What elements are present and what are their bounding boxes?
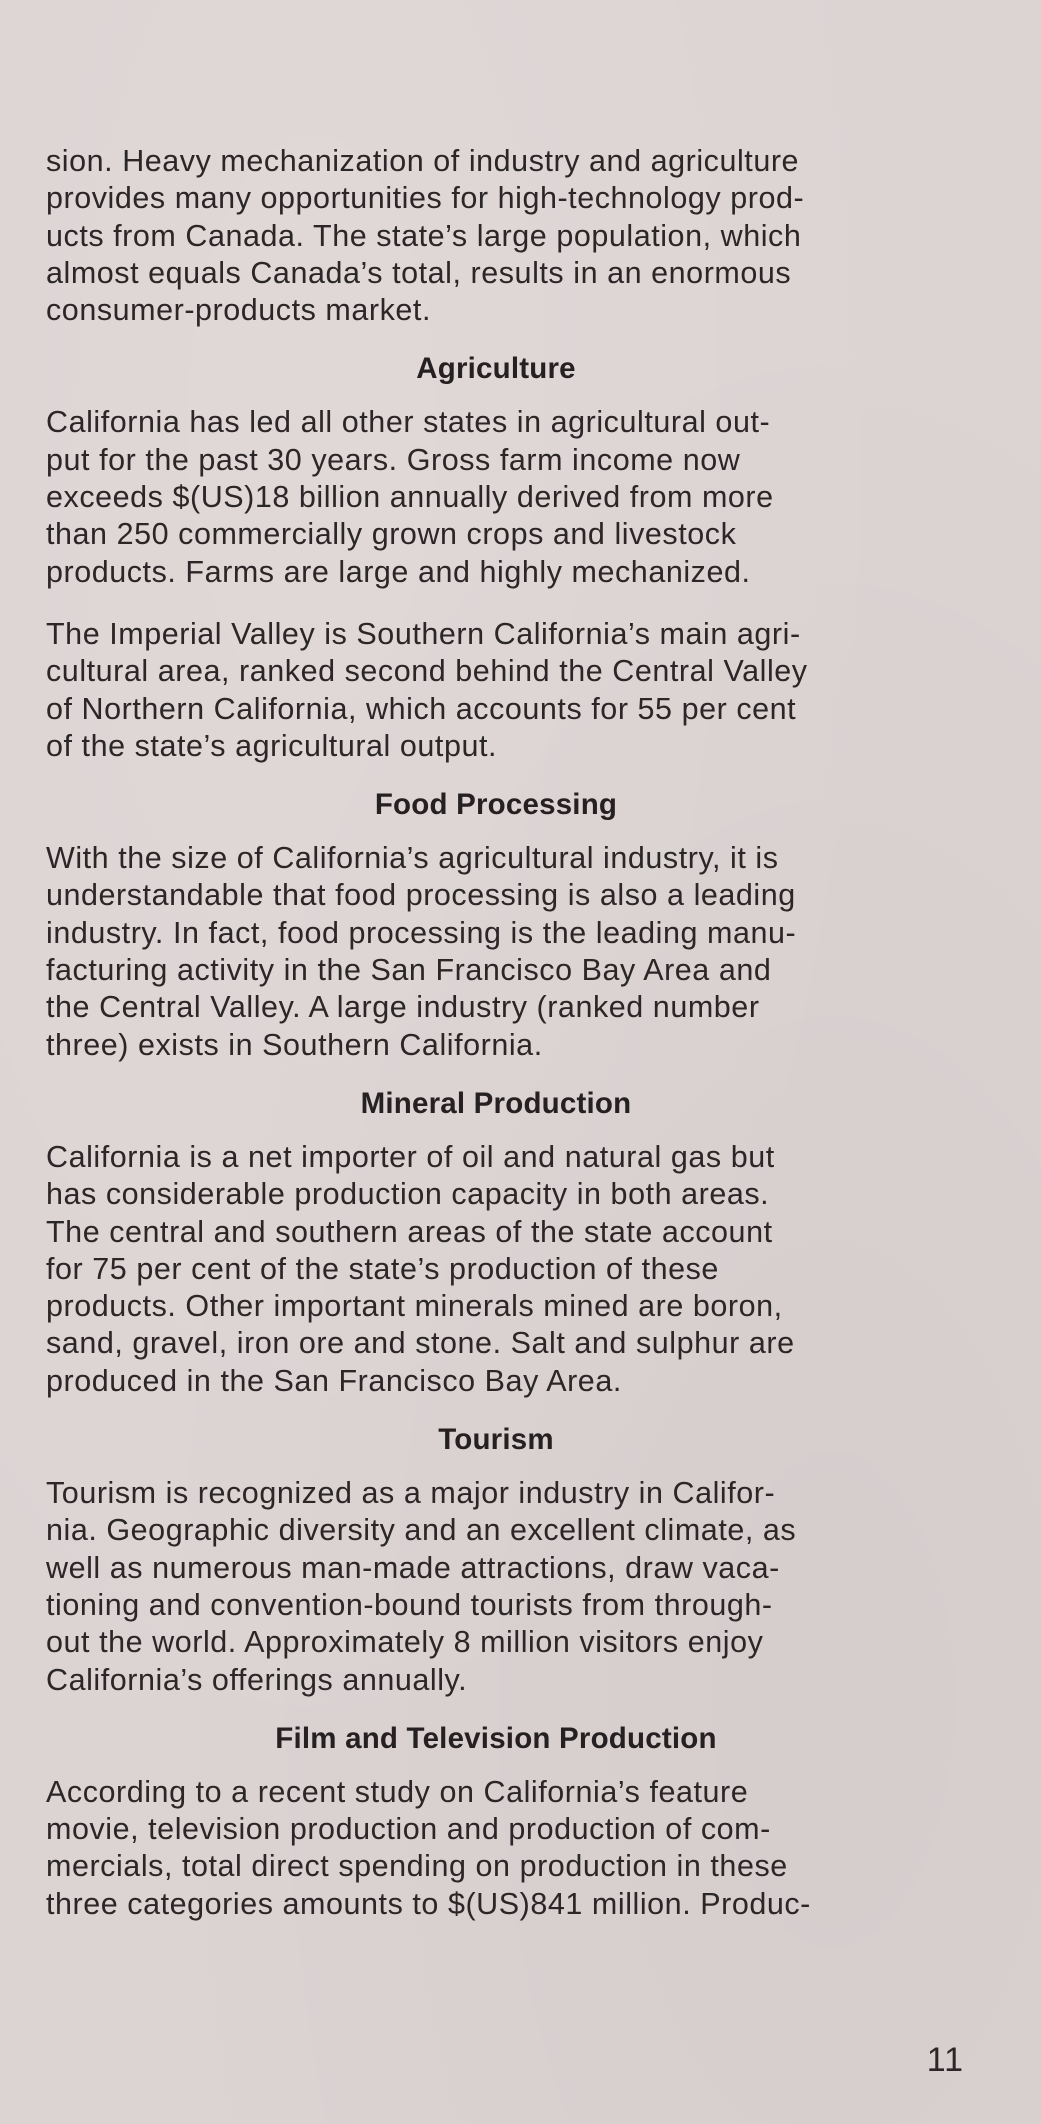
- agriculture-paragraph-2: The Imperial Valley is Southern California’s main agri- cultural area, ranked second behind the Central Valley of Northern California, which accounts for 55 per cent of the state’s agricultural output.: [46, 616, 808, 763]
- page-content: [46, 143, 946, 1923]
- heading-agriculture: Agriculture: [416, 352, 576, 386]
- heading-film-television: Film and Television Production: [275, 1721, 717, 1755]
- agriculture-paragraph-1: California has led all other states in agricultural out- put for the past 30 years. Gross farm income now exceeds $(US)18 billion annually derived from more than 250 commercially grown crops and livestock products. Farms are large and highly mechanized.: [46, 405, 774, 589]
- heading-tourism: Tourism: [438, 1423, 554, 1457]
- heading-mineral-production: Mineral Production: [360, 1086, 632, 1120]
- food-processing-paragraph: With the size of California’s agricultural industry, it is understandable that food processing is also a leading industry. In fact, food processing is the leading manu- facturing activity in the San Francisco Bay Area and the Central Valley. A large industry (ranked number three) exists in Southern California.: [46, 841, 797, 1062]
- film-television-paragraph: According to a recent study on California’s feature movie, television production and production of com- mercials, total direct spending on production in these three categories amounts to $(US)841 million. Produc-: [46, 1774, 811, 1921]
- mineral-production-paragraph: California is a net importer of oil and natural gas but has considerable production capacity in both areas. The central and southern areas of the state account for 75 per cent of the state’s production of these products. Other important minerals mined are boron, sand, gravel, iron ore and stone. Salt and sulphur are produced in the San Francisco Bay Area.: [46, 1139, 795, 1398]
- intro-paragraph: sion. Heavy mechanization of industry and agriculture provides many opportunities for high-technology prod- ucts from Canada. The state’s large population, which almost equals Canada’s total, results in an enormous consumer-products market.: [46, 144, 805, 328]
- heading-food-processing: Food Processing: [374, 788, 618, 822]
- tourism-paragraph: Tourism is recognized as a major industry in Califor- nia. Geographic diversity and an excellent climate, as well as numerous man-made attractions, draw vaca- tioning and convention-bound tourists from through- out the world. Approximately 8 million visitors enjoy California’s offerings annually.: [46, 1476, 797, 1697]
- page-number: 11: [926, 2041, 964, 2079]
